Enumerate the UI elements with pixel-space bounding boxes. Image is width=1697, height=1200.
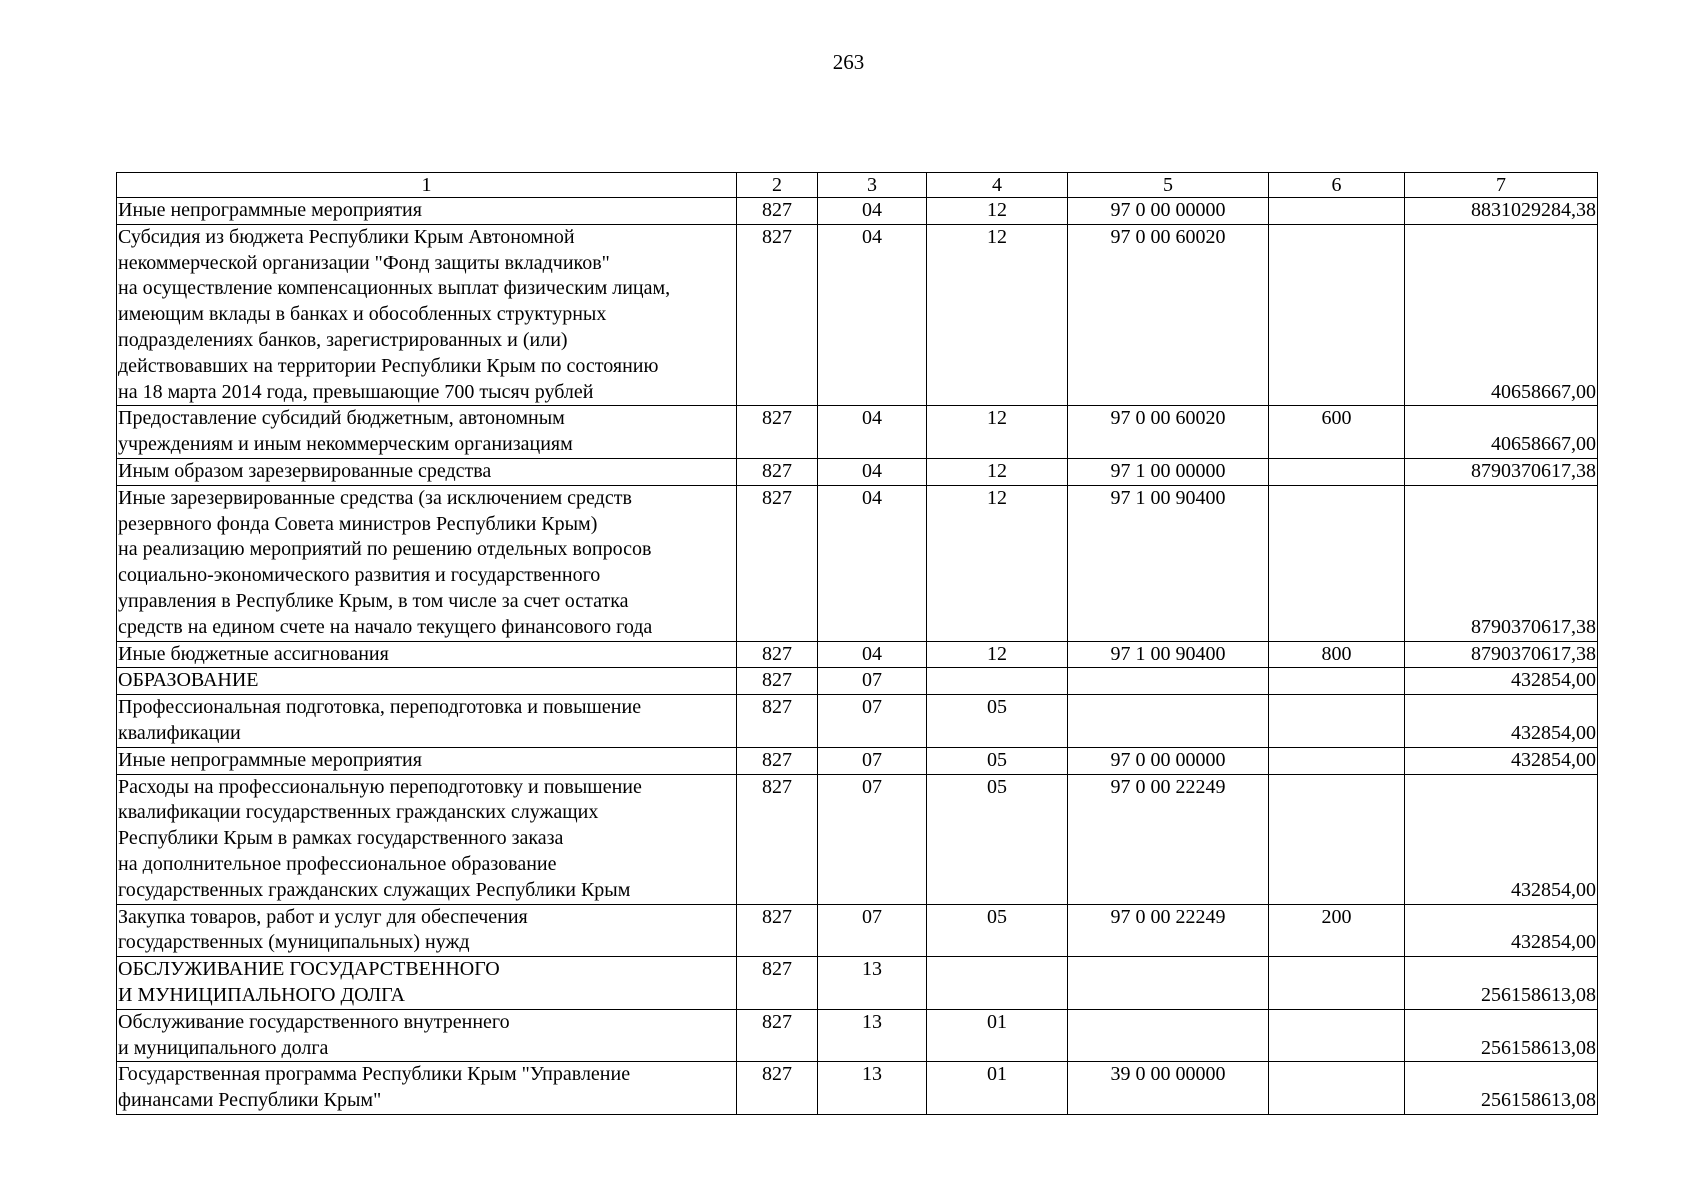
expense-name-cell [117, 957, 737, 1010]
column-number-row [117, 173, 1598, 198]
expense-name-line: государственных (муниципальных) нужд [118, 931, 470, 954]
amount-cell: 40658667,00 [1405, 406, 1598, 459]
expense-name-line: действовавших на территории Республики Крым по состоянию [118, 354, 659, 377]
expense-name-cell [117, 641, 737, 668]
section-code-cell: 07 [818, 668, 927, 695]
ministry-code-cell: 827 [737, 774, 818, 904]
expense-name-line: управления в Республике Крым, в том числе за счет остатка [118, 589, 629, 612]
section-code-cell: 04 [818, 485, 927, 641]
table-row [117, 957, 1598, 1010]
table-row [117, 641, 1598, 668]
table-row [117, 224, 1598, 406]
subsection-code-cell: 12 [927, 641, 1068, 668]
section-code-cell: 04 [818, 458, 927, 485]
ministry-code-cell: 827 [737, 904, 818, 957]
subsection-code-cell [927, 957, 1068, 1010]
subsection-code-cell: 12 [927, 224, 1068, 406]
section-code-cell: 13 [818, 957, 927, 1010]
table-row [117, 904, 1598, 957]
ministry-code-cell: 827 [737, 224, 818, 406]
amount-cell: 432854,00 [1405, 774, 1598, 904]
expense-type-cell [1269, 957, 1405, 1010]
amount-cell: 8790370617,38 [1405, 641, 1598, 668]
ministry-code-cell: 827 [737, 695, 818, 748]
target-article-cell: 97 0 00 00000 [1068, 747, 1269, 774]
ministry-code-cell: 827 [737, 1009, 818, 1062]
section-code-cell: 07 [818, 695, 927, 748]
ministry-code-cell: 827 [737, 641, 818, 668]
target-article-cell: 97 0 00 22249 [1068, 774, 1269, 904]
amount-cell: 256158613,08 [1405, 1009, 1598, 1062]
expense-type-cell: 800 [1269, 641, 1405, 668]
section-code-cell: 13 [818, 1009, 927, 1062]
expense-type-cell [1269, 198, 1405, 225]
subsection-code-cell: 05 [927, 747, 1068, 774]
expense-name-cell [117, 458, 737, 485]
table-row [117, 774, 1598, 904]
expense-name-cell [117, 747, 737, 774]
target-article-cell [1068, 957, 1269, 1010]
column-number: 6 [1269, 173, 1405, 198]
expense-name-cell [117, 406, 737, 459]
expense-type-cell [1269, 668, 1405, 695]
target-article-cell: 97 0 00 60020 [1068, 224, 1269, 406]
subsection-code-cell: 01 [927, 1009, 1068, 1062]
page-number: 263 [832, 50, 865, 74]
table-row [117, 485, 1598, 641]
subsection-code-cell: 01 [927, 1062, 1068, 1115]
expense-name-line: подразделениях банков, зарегистрированных и (или) [118, 328, 568, 351]
subsection-code-cell: 05 [927, 904, 1068, 957]
column-number: 4 [927, 173, 1068, 198]
expense-name-line: финансами Республики Крым" [118, 1089, 382, 1112]
table-row [117, 668, 1598, 695]
ministry-code-cell: 827 [737, 957, 818, 1010]
ministry-code-cell: 827 [737, 1062, 818, 1115]
expense-name-line: и муниципального долга [118, 1036, 329, 1059]
amount-cell: 432854,00 [1405, 695, 1598, 748]
expense-name-line: ОБСЛУЖИВАНИЕ ГОСУДАРСТВЕННОГО [118, 958, 500, 981]
expense-name-line: имеющим вклады в банках и обособленных структурных [118, 303, 607, 326]
expense-name-line: Обслуживание государственного внутреннего [118, 1010, 510, 1033]
section-code-cell: 07 [818, 774, 927, 904]
budget-table [116, 172, 1598, 1115]
section-code-cell: 07 [818, 904, 927, 957]
expense-name-cell [117, 774, 737, 904]
section-code-cell: 07 [818, 747, 927, 774]
section-code-cell: 04 [818, 198, 927, 225]
table-row [117, 198, 1598, 225]
column-number: 3 [818, 173, 927, 198]
amount-cell: 40658667,00 [1405, 224, 1598, 406]
subsection-code-cell [927, 668, 1068, 695]
expense-name-line: на осуществление компенсационных выплат физическим лицам, [118, 277, 671, 300]
expense-name-cell [117, 224, 737, 406]
subsection-code-cell: 12 [927, 406, 1068, 459]
table-row [117, 458, 1598, 485]
expense-name-line: Иные бюджетные ассигнования [118, 642, 389, 665]
expense-name-cell [117, 904, 737, 957]
expense-name-line: квалификации [118, 721, 241, 744]
section-code-cell: 04 [818, 224, 927, 406]
expense-name-line: Иные зарезервированные средства (за исключением средств [118, 486, 632, 509]
expense-name-line: И МУНИЦИПАЛЬНОГО ДОЛГА [118, 983, 405, 1006]
expense-name-cell [117, 198, 737, 225]
expense-name-line: государственных гражданских служащих Республики Крым [118, 878, 631, 901]
table-row [117, 1062, 1598, 1115]
expense-name-line: ОБРАЗОВАНИЕ [118, 669, 259, 692]
section-code-cell: 04 [818, 641, 927, 668]
expense-name-line: учреждениям и иным некоммерческим организациям [118, 433, 573, 456]
ministry-code-cell: 827 [737, 747, 818, 774]
ministry-code-cell: 827 [737, 458, 818, 485]
subsection-code-cell: 12 [927, 198, 1068, 225]
column-number: 1 [117, 173, 737, 198]
table-row [117, 406, 1598, 459]
target-article-cell: 39 0 00 00000 [1068, 1062, 1269, 1115]
expense-name-line: Республики Крым в рамках государственного заказа [118, 827, 564, 850]
expense-name-cell [117, 1009, 737, 1062]
target-article-cell [1068, 695, 1269, 748]
amount-cell: 432854,00 [1405, 668, 1598, 695]
subsection-code-cell: 05 [927, 695, 1068, 748]
expense-name-cell [117, 668, 737, 695]
expense-name-line: Государственная программа Республики Крым "Управление [118, 1063, 631, 1086]
expense-name-cell [117, 485, 737, 641]
section-code-cell: 13 [818, 1062, 927, 1115]
expense-type-cell [1269, 1009, 1405, 1062]
target-article-cell [1068, 668, 1269, 695]
expense-name-line: Предоставление субсидий бюджетным, автономным [118, 407, 565, 430]
subsection-code-cell: 05 [927, 774, 1068, 904]
ministry-code-cell: 827 [737, 668, 818, 695]
amount-cell: 8790370617,38 [1405, 458, 1598, 485]
expense-type-cell [1269, 774, 1405, 904]
expense-name-line: Профессиональная подготовка, переподготовка и повышение [118, 696, 642, 719]
expense-name-cell [117, 1062, 737, 1115]
expense-name-line: на 18 марта 2014 года, превышающие 700 тысяч рублей [118, 380, 594, 403]
section-code-cell: 04 [818, 406, 927, 459]
target-article-cell: 97 1 00 90400 [1068, 485, 1269, 641]
amount-cell: 432854,00 [1405, 747, 1598, 774]
expense-type-cell: 200 [1269, 904, 1405, 957]
expense-name-line: квалификации государственных гражданских служащих [118, 801, 599, 824]
expense-type-cell [1269, 485, 1405, 641]
target-article-cell: 97 0 00 60020 [1068, 406, 1269, 459]
amount-cell: 256158613,08 [1405, 957, 1598, 1010]
expense-name-line: на реализацию мероприятий по решению отдельных вопросов [118, 538, 652, 561]
expense-type-cell: 600 [1269, 406, 1405, 459]
amount-cell: 256158613,08 [1405, 1062, 1598, 1115]
expense-name-line: средств на едином счете на начало текущего финансового года [118, 615, 653, 638]
expense-type-cell [1269, 695, 1405, 748]
expense-type-cell [1269, 747, 1405, 774]
target-article-cell: 97 0 00 00000 [1068, 198, 1269, 225]
expense-name-line: Субсидия из бюджета Республики Крым Автономной [118, 225, 575, 248]
target-article-cell: 97 1 00 00000 [1068, 458, 1269, 485]
expense-type-cell [1269, 224, 1405, 406]
column-number: 5 [1068, 173, 1269, 198]
expense-name-line: Закупка товаров, работ и услуг для обеспечения [118, 905, 528, 928]
column-number: 2 [737, 173, 818, 198]
expense-name-line: социально-экономического развития и государственного [118, 564, 601, 587]
ministry-code-cell: 827 [737, 198, 818, 225]
target-article-cell: 97 0 00 22249 [1068, 904, 1269, 957]
expense-name-line: Иные непрограммные мероприятия [118, 199, 422, 221]
expense-name-line: Иные непрограммные мероприятия [118, 748, 422, 771]
expense-name-line: Расходы на профессиональную переподготовку и повышение [118, 775, 642, 798]
subsection-code-cell: 12 [927, 458, 1068, 485]
ministry-code-cell: 827 [737, 406, 818, 459]
expense-name-line: Иным образом зарезервированные средства [118, 459, 492, 482]
amount-cell: 432854,00 [1405, 904, 1598, 957]
target-article-cell: 97 1 00 90400 [1068, 641, 1269, 668]
amount-cell: 8790370617,38 [1405, 485, 1598, 641]
column-number: 7 [1405, 173, 1598, 198]
expense-name-cell [117, 695, 737, 748]
expense-name-line: некоммерческой организации "Фонд защиты вкладчиков" [118, 251, 610, 274]
expense-name-line: на дополнительное профессиональное образование [118, 852, 557, 875]
table-row [117, 1009, 1598, 1062]
ministry-code-cell: 827 [737, 485, 818, 641]
amount-cell: 8831029284,38 [1405, 198, 1598, 225]
subsection-code-cell: 12 [927, 485, 1068, 641]
expense-type-cell [1269, 458, 1405, 485]
expense-name-line: резервного фонда Совета министров Республики Крым) [118, 512, 598, 535]
table-row [117, 695, 1598, 748]
table-row [117, 747, 1598, 774]
expense-type-cell [1269, 1062, 1405, 1115]
target-article-cell [1068, 1009, 1269, 1062]
